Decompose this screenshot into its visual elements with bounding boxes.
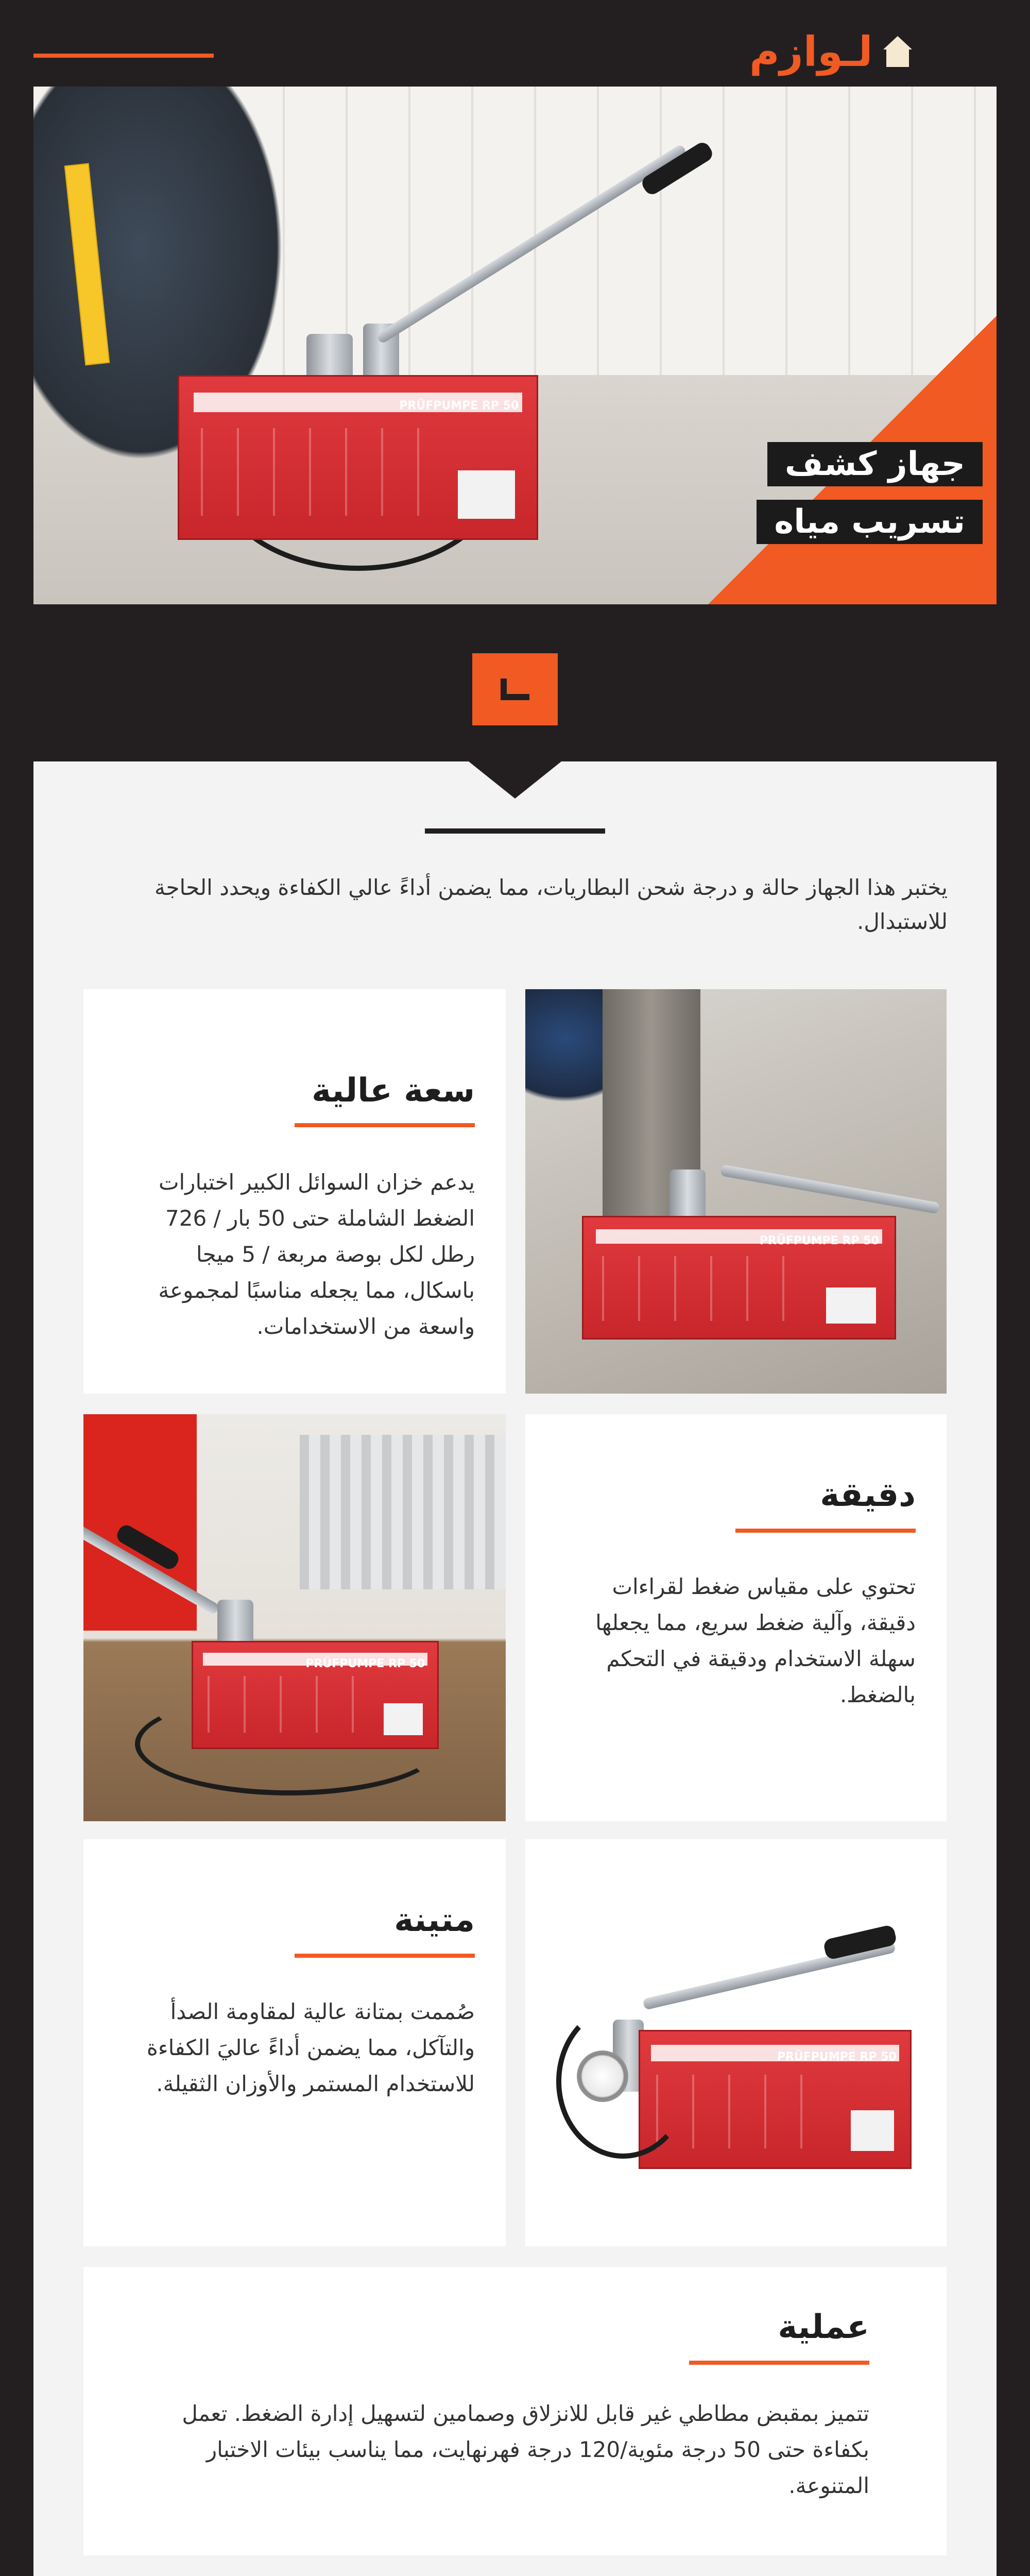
brand-mark-icon — [472, 653, 558, 725]
feature-card-durable — [83, 1839, 506, 2246]
feature-card-capacity — [83, 989, 506, 1394]
card-text: يدعم خزان السوائل الكبير اختبارات الضغط الشاملة حتى 50 بار / 726 رطل لكل بوصة مربعة / 5 ميجا باسكال، مما يجعله مناسبًا لمجموعة واسعة من الاستخدامات. — [158, 1170, 475, 1339]
hero-title-line1: جهاز كشف — [767, 442, 983, 486]
section-divider — [425, 828, 605, 834]
feature-card-precise — [525, 1414, 947, 1821]
card-text: تتميز بمقبض مطاطي غير قابل للانزلاق وصمامين لتسهيل إدارة الضغط. تعمل بكفاءة حتى 50 درجة مئوية/120 درجة فهرنهايت، مما يناسب بيئات الاختبار المتنوعة. — [182, 2401, 869, 2498]
card-title: متينة — [394, 1901, 475, 1939]
intro-text: يختبر هذا الجهاز حالة و درجة شحن البطاريات، مما يضمن أداءً عالي الكفاءة ويحدد الحاجة للاستبدال. — [154, 875, 948, 934]
panel-pointer — [469, 761, 561, 799]
pump-illustration — [136, 107, 703, 571]
house-icon — [883, 36, 912, 67]
card-title: دقيقة — [820, 1476, 916, 1514]
header-accent-line — [33, 54, 214, 58]
card-title-underline — [295, 1954, 475, 1958]
pump-model-label: PRÜFPUMPE RP 50 — [399, 399, 519, 412]
card-title-underline — [689, 2361, 869, 2365]
product-photo-1: PRÜFPUMPE RP 50 — [525, 989, 947, 1394]
brand-logo[interactable] — [749, 21, 997, 82]
card-title-underline — [735, 1529, 916, 1533]
card-title: عملية — [778, 2308, 869, 2346]
product-photo-3: PRÜFPUMPE RP 50 — [525, 1839, 947, 2246]
card-text: صُممت بمتانة عالية لمقاومة الصدأ والتآكل، مما يضمن أداءً عاليَ الكفاءة للاستخدام المستمر والأوزان الثقيلة. — [146, 1999, 475, 2096]
product-photo-2: PRÜFPUMPE RP 50 — [83, 1414, 506, 1821]
hero-title-line2: تسريب مياه — [757, 500, 983, 544]
card-text: تحتوي على مقياس ضغط لقراءات دقيقة، وآلية ضغط سريع، مما يجعلها سهلة الاستخدام ودقيقة في التحكم بالضغط. — [595, 1574, 916, 1707]
brand-logo-text: لـوازم — [749, 27, 873, 76]
feature-card-practical — [83, 2267, 947, 2555]
card-title-underline — [295, 1123, 475, 1127]
card-title: سعة عالية — [312, 1072, 475, 1110]
